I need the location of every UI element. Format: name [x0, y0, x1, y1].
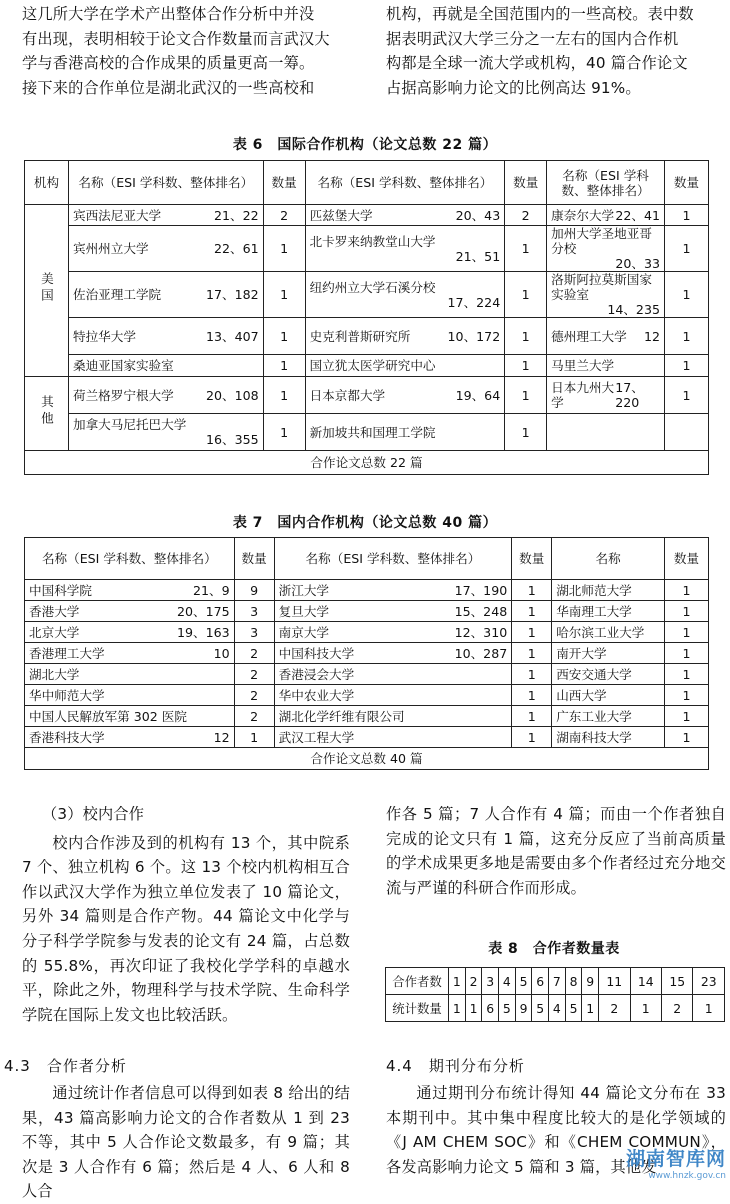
table8-caption: 表 8 合作者数量表 [488, 941, 620, 957]
institution-cell [25, 706, 235, 727]
paragraph: 通过统计作者信息可以得到如表 8 给出的结果，43 篇高影响力论文的合作者数从 1 到 23 不等，其中 5 人合作论文数最多，有 9 篇；其次是 3 人合作有 6 篇；然后是 4 人、6 人和 8 人合 [22, 1084, 350, 1201]
paper-count-cell: 2 [599, 995, 630, 1022]
header-name: 名称（ESI 学科数、整体排名） [68, 161, 263, 205]
count-cell: 1 [665, 643, 709, 664]
header-count: 数量 [505, 161, 547, 205]
count-cell: 9 [234, 580, 274, 601]
count-cell: 1 [512, 685, 552, 706]
count-cell: 1 [512, 727, 552, 748]
institution-cell [274, 601, 512, 622]
count-cell: 1 [512, 643, 552, 664]
esi-numbers: 19、163 [177, 624, 230, 640]
institution-cell [305, 355, 505, 377]
header-name-simple: 名称 [552, 538, 665, 580]
table7-caption: 表 7 国内合作机构（论文总数 40 篇） [232, 515, 498, 531]
table-row [25, 706, 709, 727]
count-cell: 1 [512, 622, 552, 643]
esi-numbers: 20、43 [455, 207, 501, 223]
count-cell: 1 [512, 601, 552, 622]
watermark-name: 湖南智库网 [625, 1148, 726, 1170]
text-line: 这几所大学在学术产出整体合作分析中并没 [22, 5, 315, 23]
table-row [25, 685, 709, 706]
institution-cell: 西安交通大学 [552, 664, 665, 685]
count-cell: 1 [664, 272, 708, 318]
author-count-cell: 15 [661, 968, 692, 995]
table7 [24, 537, 709, 770]
count-cell: 1 [664, 355, 708, 377]
institution-cell [547, 205, 665, 226]
institution-name: 湖北大学 [29, 666, 80, 682]
section-heading: 4.3 合作者分析 [4, 1057, 127, 1075]
table8-row2-label: 统计数量 [386, 995, 449, 1022]
paragraph: 作各 5 篇；7 人合作有 4 篇；而由一个作者独自完成的论文只有 1 篇，这充分反应了当前高质量的学术成果更多地是需要由多个作者经过充分地交流与严谨的科研合作而形成。 [386, 805, 726, 897]
institution-name: 北京大学 [29, 624, 80, 640]
esi-numbers: 12 [643, 328, 660, 344]
institution-name: 华中师范大学 [29, 687, 105, 703]
institution-name: 香港大学 [29, 603, 80, 619]
esi-numbers: 14、235 [607, 302, 660, 317]
paragraph: 校内合作涉及到的机构有 13 个，其中院系 7 个、独立机构 6 个。这 13 个校内机构相互合作以武汉大学作为独立单位发表了 10 篇论文，另外 34 篇则是合作产物。44 篇论文中化学与分子科学学院参与发表的论文有 24 篇，占总数的 55.8%，再次印证了我校化学学科的卓越水平，除此之外，物理科学与技术学院、生命科学学院在国际上发文也比较活跃。 [22, 833, 350, 1024]
esi-numbers: 21、22 [213, 207, 259, 223]
paragraph: 通过期刊分布统计得知 44 篇论文分布在 33 本期刊中。其中集中程度比较大的是化学领域的《J AM CHEM SOC》和《CHEM COMMUN》，各发高影响力论文 5 篇和 3 篇，其他发 [386, 1084, 726, 1176]
esi-numbers: 19、64 [455, 387, 501, 403]
institution-cell [305, 318, 505, 355]
esi-numbers: 12、310 [454, 624, 508, 640]
institution-name: 中国人民解放军第 302 医院 [29, 708, 187, 724]
institution-cell [305, 272, 505, 318]
institution-name: 国立犹太医学研究中心 [309, 358, 436, 373]
institution-name: 新加坡共和国理工学院 [309, 424, 436, 440]
institution-cell [547, 355, 665, 377]
institution-name: 武汉工程大学 [278, 729, 355, 745]
esi-numbers: 20、108 [205, 387, 259, 403]
section-heading: 4.4 期刊分布分析 [386, 1057, 525, 1075]
institution-cell: 哈尔滨工业大学 [552, 622, 665, 643]
count-cell: 1 [505, 226, 547, 272]
institution-name: 日本京都大学 [309, 387, 386, 403]
esi-numbers: 13、407 [205, 328, 259, 344]
institution-name: 中国科技大学 [278, 645, 355, 661]
count-cell: 1 [263, 355, 305, 377]
institution-cell [547, 414, 665, 451]
institution-cell [25, 664, 235, 685]
institution-name: 南京大学 [278, 624, 329, 640]
count-cell: 1 [665, 706, 709, 727]
institution-cell [68, 355, 263, 377]
count-cell: 2 [263, 205, 305, 226]
esi-numbers: 17、224 [447, 294, 501, 310]
table7-total: 合作论文总数 40 篇 [25, 748, 709, 770]
author-count-cell: 4 [499, 968, 516, 995]
header-name: 名称（ESI 学科数、整体排名） [305, 161, 505, 205]
count-cell: 1 [263, 414, 305, 451]
institution-cell [68, 377, 263, 414]
paper-count-cell: 2 [661, 995, 692, 1022]
text-line: 学与香港高校的合作成果的质量更高一筹。 [22, 54, 315, 73]
institution-name: 加州大学圣地亚哥分校 [551, 226, 652, 256]
institution-name: 史克利普斯研究所 [309, 328, 411, 344]
institution-cell [547, 272, 665, 318]
institution-cell [274, 622, 512, 643]
institution-name: 香港科技大学 [29, 729, 105, 745]
text-line: 有出现，表明相较于论文合作数量而言武汉大 [22, 29, 330, 48]
table-row [25, 727, 709, 748]
institution-cell [305, 414, 505, 451]
count-cell: 3 [234, 622, 274, 643]
esi-numbers: 15、248 [454, 603, 508, 619]
institution-cell [547, 318, 665, 355]
institution-cell: 湖南科技大学 [552, 727, 665, 748]
paper-count-cell: 4 [549, 995, 566, 1022]
esi-numbers: 21、51 [455, 248, 501, 264]
table-row [25, 226, 709, 272]
institution-cell: 山西大学 [552, 685, 665, 706]
count-cell: 1 [665, 727, 709, 748]
institution-cell [25, 580, 235, 601]
institution-cell [68, 226, 263, 272]
count-cell: 2 [234, 685, 274, 706]
institution-cell [274, 727, 512, 748]
author-count-cell: 5 [515, 968, 532, 995]
header-count: 数量 [512, 538, 552, 580]
count-cell: 1 [505, 272, 547, 318]
author-count-cell: 14 [630, 968, 661, 995]
institution-cell [25, 643, 235, 664]
count-cell: 1 [665, 622, 709, 643]
count-cell: 2 [505, 205, 547, 226]
table-row [25, 355, 709, 377]
institution-cell [68, 318, 263, 355]
count-cell: 1 [664, 377, 708, 414]
institution-name: 佐治亚理工学院 [72, 287, 162, 302]
table-row [25, 414, 709, 451]
author-count-cell: 23 [693, 968, 725, 995]
institution-name: 浙江大学 [278, 582, 329, 598]
table6-total: 合作论文总数 22 篇 [25, 451, 709, 475]
count-cell: 2 [234, 664, 274, 685]
count-cell: 1 [505, 377, 547, 414]
institution-cell: 华南理工大学 [552, 601, 665, 622]
institution-name: 马里兰大学 [551, 358, 615, 373]
esi-numbers: 22、61 [213, 241, 259, 256]
institution-name: 湖北化学纤维有限公司 [278, 708, 405, 724]
author-count-cell: 1 [449, 968, 466, 995]
institution-name: 匹兹堡大学 [309, 207, 373, 223]
author-count-cell: 7 [549, 968, 566, 995]
header-count: 数量 [665, 538, 709, 580]
esi-numbers: 10 [213, 645, 230, 661]
count-cell: 1 [512, 664, 552, 685]
table-row [25, 318, 709, 355]
author-count-cell: 9 [582, 968, 599, 995]
institution-name: 德州理工大学 [551, 328, 627, 344]
count-cell: 1 [512, 706, 552, 727]
count-cell: 1 [263, 377, 305, 414]
esi-numbers: 10、172 [447, 328, 501, 344]
esi-numbers: 21、9 [193, 582, 230, 598]
top-right-paragraph [386, 2, 726, 100]
table7-body [25, 580, 709, 748]
institution-name: 荷兰格罗宁根大学 [72, 387, 174, 403]
institution-cell [25, 727, 235, 748]
count-cell: 1 [505, 355, 547, 377]
author-count-cell: 11 [599, 968, 630, 995]
count-cell [664, 414, 708, 451]
header-name: 名称（ESI 学科数、整体排名） [25, 538, 235, 580]
institution-name: 中国科学院 [29, 582, 92, 598]
table-row [25, 601, 709, 622]
subsection-heading: （3）校内合作 [42, 805, 145, 823]
table-row [25, 205, 709, 226]
institution-cell [68, 205, 263, 226]
institution-name: 香港理工大学 [29, 645, 105, 661]
esi-numbers: 17、220 [615, 380, 644, 410]
paper-count-cell: 1 [693, 995, 725, 1022]
table-row [25, 643, 709, 664]
institution-cell [274, 643, 512, 664]
paper-count-cell: 1 [582, 995, 599, 1022]
institution-name: 复旦大学 [278, 603, 329, 619]
esi-numbers: 17、182 [205, 287, 259, 302]
paper-count-cell: 5 [499, 995, 516, 1022]
esi-numbers: 22、41 [615, 207, 660, 223]
institution-name: 洛斯阿拉莫斯国家实验室 [551, 272, 652, 302]
institution-cell [25, 622, 235, 643]
count-cell: 1 [665, 664, 709, 685]
paper-count-cell: 9 [515, 995, 532, 1022]
institution-name: 纽约州立大学石溪分校 [309, 279, 436, 295]
count-cell: 1 [664, 205, 708, 226]
watermark-url: www.hnzk.gov.cn [648, 1171, 726, 1181]
count-cell: 1 [263, 226, 305, 272]
institution-cell [274, 685, 512, 706]
text-line: 接下来的合作单位是湖北武汉的一些高校和 [22, 78, 315, 97]
header-count: 数量 [263, 161, 305, 205]
count-cell: 1 [665, 601, 709, 622]
institution-cell [547, 226, 665, 272]
table6-body [25, 205, 709, 451]
author-count-cell: 6 [532, 968, 549, 995]
institution-cell: 广东工业大学 [552, 706, 665, 727]
institution-name: 宾州州立大学 [72, 241, 149, 256]
count-cell: 1 [263, 272, 305, 318]
institution-name: 北卡罗来纳教堂山大学 [309, 233, 436, 249]
paper-count-cell: 5 [532, 995, 549, 1022]
esi-numbers: 10、287 [454, 645, 508, 661]
paper-count-cell: 5 [565, 995, 582, 1022]
count-cell: 2 [234, 706, 274, 727]
institution-cell [25, 601, 235, 622]
count-cell: 1 [664, 318, 708, 355]
institution-name: 康奈尔大学 [551, 207, 615, 223]
count-cell: 3 [234, 601, 274, 622]
esi-numbers: 17、190 [454, 582, 508, 598]
author-count-cell: 2 [465, 968, 482, 995]
count-cell: 1 [263, 318, 305, 355]
text-line: 构都是全球一流大学或机构，40 篇合作论文 [386, 54, 688, 73]
text-line: 机构，再就是全国范围内的一些高校。表中数 [386, 5, 694, 23]
institution-cell [274, 664, 512, 685]
table6-caption: 表 6 国际合作机构（论文总数 22 篇） [232, 137, 498, 153]
institution-name: 宾西法尼亚大学 [72, 207, 162, 223]
esi-numbers: 12 [213, 729, 230, 745]
institution-name: 桑迪亚国家实验室 [72, 358, 174, 373]
paper-count-cell: 1 [465, 995, 482, 1022]
institution-name: 特拉华大学 [72, 328, 136, 344]
count-cell: 1 [505, 318, 547, 355]
institution-cell [68, 272, 263, 318]
table-row [25, 664, 709, 685]
institution-name: 加拿大马尼托巴大学 [72, 417, 187, 432]
institution-name: 日本九州大学 [551, 380, 615, 410]
esi-numbers: 20、175 [177, 603, 230, 619]
right-column [386, 802, 726, 900]
institution-cell [547, 377, 665, 414]
watermark-logo [614, 1148, 726, 1190]
count-cell: 1 [234, 727, 274, 748]
count-cell: 1 [665, 580, 709, 601]
paper-count-cell: 6 [482, 995, 499, 1022]
institution-cell [305, 226, 505, 272]
count-cell: 2 [234, 643, 274, 664]
left-column-para2 [22, 1081, 350, 1204]
top-left-paragraph [22, 2, 354, 100]
text-line: 据表明武汉大学三分之一左右的国内合作机 [386, 29, 679, 48]
author-count-cell: 8 [565, 968, 582, 995]
table-row [25, 377, 709, 414]
count-cell: 1 [664, 226, 708, 272]
region-cell [25, 205, 69, 377]
table-row [25, 622, 709, 643]
table-row [25, 580, 709, 601]
institution-cell [305, 205, 505, 226]
header-region: 机构 [25, 161, 69, 205]
table8-row1-label: 合作者数 [386, 968, 449, 995]
header-name: 名称（ESI 学科数、整体排名） [547, 161, 665, 205]
institution-cell [68, 414, 263, 451]
esi-numbers: 16、355 [205, 432, 259, 447]
table6 [24, 160, 709, 475]
esi-numbers: 20、33 [615, 256, 660, 271]
paper-count-cell: 1 [630, 995, 661, 1022]
region-label: 美国 [38, 272, 54, 306]
count-cell: 1 [512, 580, 552, 601]
region-cell [25, 377, 69, 451]
region-label: 其他 [38, 395, 54, 429]
institution-cell [274, 706, 512, 727]
left-column [22, 802, 350, 1027]
header-name: 名称（ESI 学科数、整体排名） [274, 538, 512, 580]
count-cell: 1 [665, 685, 709, 706]
paper-count-cell: 1 [449, 995, 466, 1022]
institution-name: 香港浸会大学 [278, 666, 355, 682]
header-count: 数量 [234, 538, 274, 580]
institution-name: 华中农业大学 [278, 687, 355, 703]
institution-cell [25, 685, 235, 706]
institution-cell: 南开大学 [552, 643, 665, 664]
institution-cell [274, 580, 512, 601]
table-row [25, 272, 709, 318]
count-cell: 1 [505, 414, 547, 451]
text-line: 占据高影响力论文的比例高达 91%。 [386, 78, 641, 97]
table8 [385, 967, 725, 1022]
author-count-cell: 3 [482, 968, 499, 995]
institution-cell: 湖北师范大学 [552, 580, 665, 601]
header-count: 数量 [664, 161, 708, 205]
institution-cell [305, 377, 505, 414]
